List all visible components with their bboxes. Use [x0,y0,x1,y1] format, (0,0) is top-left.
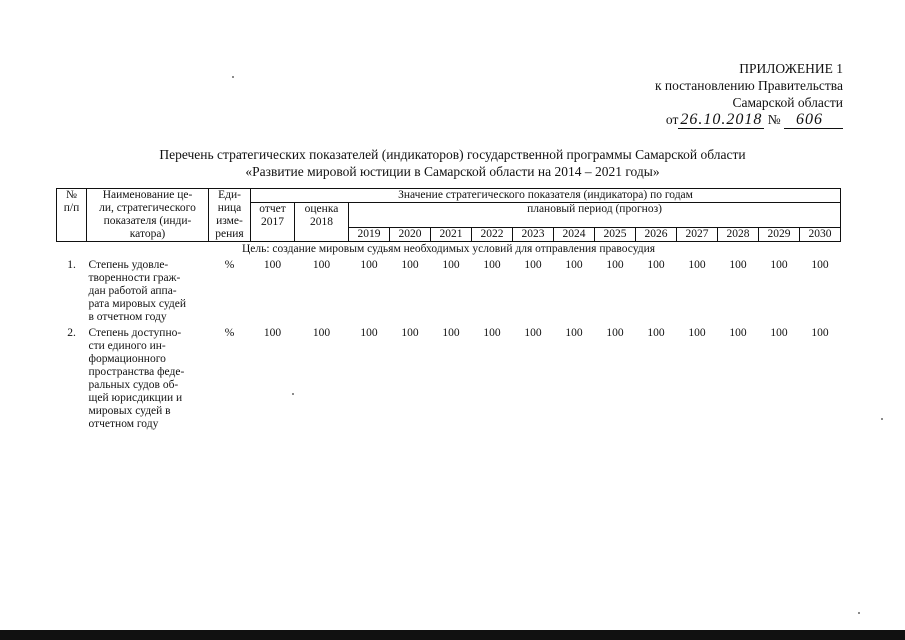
row-number: 1. [67,259,76,271]
goal-text: Цель: создание мировым судьям необходимых условий для отправления правосудия [241,243,656,255]
value-cell: 100 [483,259,501,271]
indicator-name [87,324,209,431]
header-values-group: Значение стратегического показателя (индикатора) по годам [251,189,841,203]
value-cell: 100 [263,327,282,339]
header-name-line: катора) [129,228,166,240]
value-cell: 100 [811,327,829,339]
unit-cell: % [224,327,235,339]
header-num-line: № [66,189,77,201]
appendix-title: ПРИЛОЖЕНИЕ 1 [739,61,843,76]
value-cell: 100 [606,327,624,339]
indicator-name-line: Степень доступно- [88,327,182,339]
header-year: 2026 [636,228,677,242]
header-unit-line: изме- [216,215,243,227]
header-year: 2019 [349,228,390,242]
appendix-date-number [655,111,843,128]
document-title [0,146,905,180]
title-line-2: «Развитие мировой юстиции в Самарской области на 2014 – 2021 годы» [245,164,660,179]
header-name-line: показателя (инди- [103,215,192,227]
table-row [57,256,841,324]
value-cell: 100 [729,327,747,339]
header-unit-line: рения [215,228,244,240]
value-cell: 100 [312,259,331,271]
header-name-line: Наименование це- [102,189,193,201]
value-cell: 100 [483,327,501,339]
indicator-name [87,256,209,324]
header-unit-line: Еди- [218,189,241,201]
value-cell: 100 [360,327,378,339]
appendix-line-region: Самарской области [732,95,843,110]
table-header [57,189,841,242]
value-cell: 100 [647,327,665,339]
unit-cell: % [224,259,235,271]
header-year: 2023 [513,228,554,242]
number-prefix: № [767,112,781,127]
header-estimate-line: оценка [304,203,339,215]
indicator-name-line: творенности граж- [88,272,181,284]
header-unit [209,189,251,242]
indicator-name-line: мировых судей в [88,405,171,417]
handwritten-number: 606 [784,111,843,129]
header-year: 2022 [472,228,513,242]
value-cell: 100 [688,259,706,271]
header-num-line: п/п [63,202,80,214]
table-row [57,324,841,431]
indicator-name-line: сти единого ин- [88,340,166,352]
scan-speck [232,76,234,78]
header-year: 2027 [677,228,718,242]
header-report [251,203,295,242]
value-cell: 100 [565,327,583,339]
header-year: 2030 [800,228,841,242]
header-year: 2028 [718,228,759,242]
header-name [87,189,209,242]
header-year: 2024 [554,228,595,242]
scan-speck [858,612,860,614]
value-cell: 100 [401,259,419,271]
indicator-name-line: щей юрисдикции и [88,392,183,404]
scan-speck [881,418,883,420]
indicator-name-line: отчетном году [88,418,159,430]
header-year: 2029 [759,228,800,242]
value-cell: 100 [688,327,706,339]
indicator-name-line: ральных судов об- [88,379,179,391]
value-cell: 100 [263,259,282,271]
indicator-name-line: пространства феде- [88,366,185,378]
header-year: 2025 [595,228,636,242]
from-prefix: от [665,112,679,127]
header-report-line: 2017 [261,216,284,228]
scan-edge-bar [0,630,905,640]
header-num [57,189,87,242]
value-cell: 100 [524,259,542,271]
header-year: 2021 [431,228,472,242]
value-cell: 100 [442,259,460,271]
header-estimate-line: 2018 [310,216,333,228]
header-plan-group: плановый период (прогноз) [349,203,841,228]
value-cell: 100 [524,327,542,339]
appendix-line-resolution: к постановлению Правительства [654,78,843,93]
title-line-1: Перечень стратегических показателей (индикаторов) государственной программы Самарской области [159,147,746,162]
value-cell: 100 [647,259,665,271]
indicators-table [56,188,841,431]
value-cell: 100 [565,259,583,271]
value-cell: 100 [606,259,624,271]
value-cell: 100 [770,259,788,271]
header-report-line: отчет [259,203,286,215]
indicator-name-line: формационного [88,353,166,365]
value-cell: 100 [442,327,460,339]
indicator-name-line: рата мировых судей [88,298,187,310]
value-cell: 100 [401,327,419,339]
table-body [57,242,841,432]
header-year: 2020 [390,228,431,242]
row-number: 2. [67,327,76,339]
header-unit-line: ница [217,202,242,214]
header-name-line: ли, стратегического [99,202,196,214]
value-cell: 100 [729,259,747,271]
header-estimate [295,203,349,242]
value-cell: 100 [811,259,829,271]
value-cell: 100 [770,327,788,339]
appendix-block [655,60,843,128]
goal-row [57,242,841,257]
indicator-name-line: в отчетном году [88,311,167,323]
value-cell: 100 [360,259,378,271]
handwritten-date: 26.10.2018 [680,111,763,128]
header-row [57,189,841,203]
indicator-name-line: дан работой аппа- [88,285,177,297]
value-cell: 100 [312,327,331,339]
scan-speck [292,393,294,395]
indicator-name-line: Степень удовле- [88,259,169,271]
